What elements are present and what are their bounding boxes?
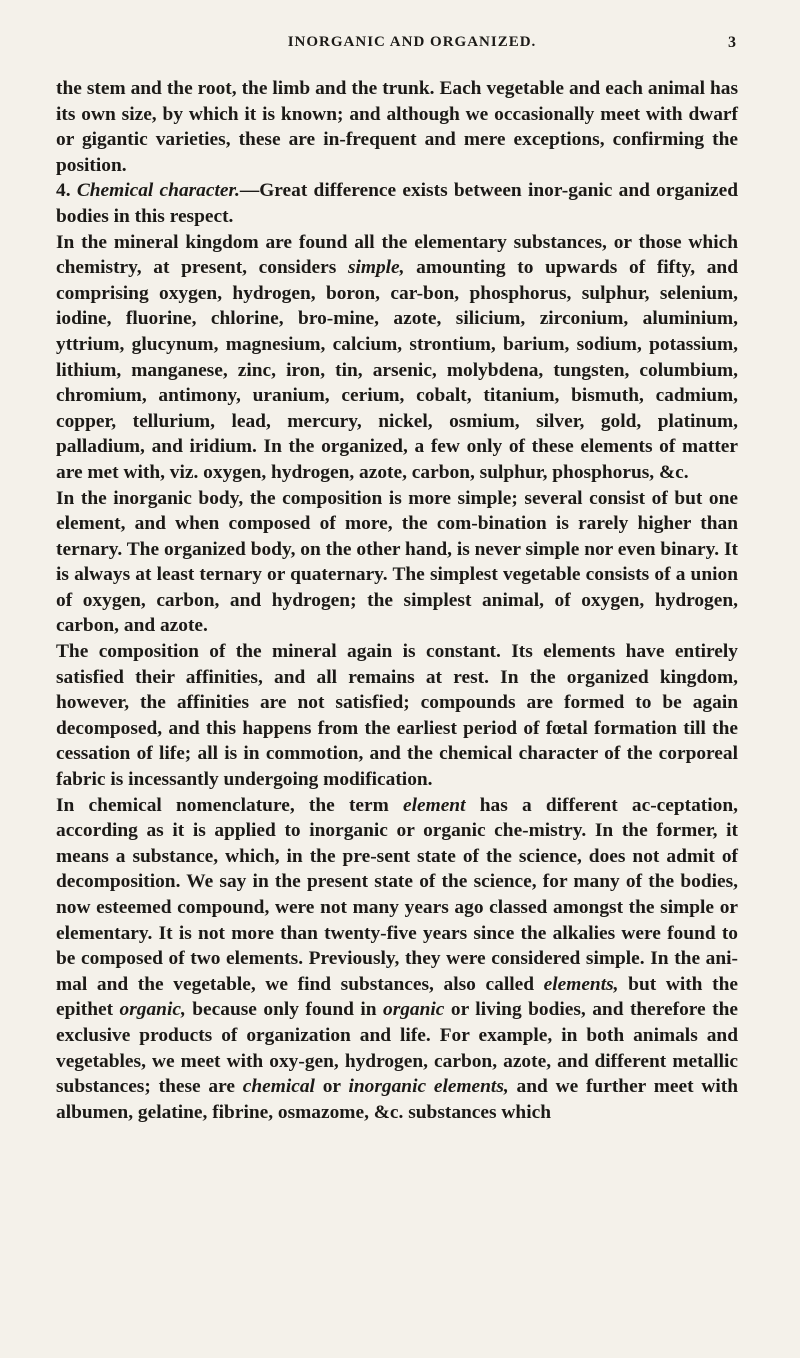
- section-heading: Chemical character.: [76, 180, 240, 202]
- emphasis-organic: organic,: [119, 999, 186, 1021]
- emphasis-inorganic-elements: inorganic elements,: [348, 1076, 509, 1098]
- body-text: [56, 76, 738, 1125]
- text-run: In chemical nomenclature, the term: [56, 794, 404, 816]
- paragraph-inorganic-composition: In the inorganic body, the composition is more simple; several consist of but one element, and when composed of more, the com-bination is rarely higher than ternary. The organized body, on the other hand, is never simple nor even binary. It is always at least ternary or quaternary. The simplest vegetable consists of a union of oxygen, carbon, and hydrogen; the simplest animal, of oxygen, hydrogen, carbon, and azote.: [56, 487, 738, 637]
- text-run: because only found in: [185, 999, 383, 1021]
- text-run: and we further meet with albumen, gelatine, fibrine, osmazome, &c. substances which: [56, 1076, 738, 1123]
- section-text: —Great difference exists between inor-ganic and organized bodies in this respect.: [56, 180, 739, 227]
- paragraph-nomenclature: [56, 793, 738, 1126]
- running-head: [56, 34, 738, 62]
- emphasis-element: element: [403, 794, 466, 816]
- paragraph-mineral-constancy: The composition of the mineral again is constant. Its elements have entirely satisfied their affinities, and all remains at rest. In the organized kingdom, however, the affinities are not satisfied; compounds are formed to be again decomposed, and this happens from the earliest period of fœtal formation till the cessation of life; all is in commotion, and the chemical character of the corporeal fabric is incessantly undergoing modification.: [56, 641, 738, 791]
- page-number: 3: [728, 34, 736, 51]
- running-title: INORGANIC AND ORGANIZED.: [287, 34, 537, 50]
- text-run: has a different ac-ceptation, according as it is applied to inorganic or organic che-mistry. In the former, it means a substance, which, in the pre-sent state of the science, does not admit of decomposition. We say in the present state of the science, for many of the bodies, now esteemed compound, were not many years ago classed amongst the simple or elementary. It is not more than twenty-five years since the alkalies were found to be composed of two elements. Previously, they were considered simple. In the ani-mal and the vegetable, we find substances, also called: [56, 794, 738, 995]
- emphasis-chemical: chemical: [242, 1076, 315, 1098]
- text-run: amounting to upwards of fifty, and comprising oxygen, hydrogen, boron, car-bon, phosphorus, sulphur, selenium, iodine, fluorine, chlorine, bro-mine, azote, silicium, zirconium, aluminium, yttrium, glucynum, magnesium, calcium, strontium, barium, sodium, potassium, lithium, manganese, zinc, iron, tin, arsenic, molybdena, tungsten, columbium, chromium, antimony, uranium, cerium, cobalt, titanium, bismuth, cadmium, copper, tellurium, lead, mercury, nickel, osmium, silver, gold, platinum, palladium, and iridium. In the organized, a few only of these elements of matter are met with, viz. oxygen, hydrogen, azote, carbon, sulphur, phosphorus, &c.: [56, 257, 738, 483]
- text-run: or: [314, 1076, 349, 1098]
- text-run: or living bodies, and therefore the exclusive products of organization and life. For example, in both animals and vegetables, we meet with oxy-gen, hydrogen, carbon, azote, and different metallic substances; these are: [56, 999, 738, 1098]
- text-run: but with the epithet: [56, 973, 738, 1021]
- emphasis-simple: simple,: [347, 257, 405, 279]
- section-number: 4.: [56, 180, 77, 202]
- paragraph-continuation: the stem and the root, the limb and the trunk. Each vegetable and each animal has its own size, by which it is known; and although we occasionally meet with dwarf or gigantic varieties, these are in-frequent and mere exceptions, confirming the position.: [56, 78, 738, 176]
- paragraph-chemical-character: [56, 178, 738, 229]
- emphasis-organic-2: organic: [383, 999, 445, 1021]
- text-run: In the mineral kingdom are found all the elementary substances, or those which chemistry, at present, considers: [56, 231, 738, 279]
- paragraph-mineral-elements: [56, 230, 738, 486]
- emphasis-elements: elements,: [543, 973, 619, 995]
